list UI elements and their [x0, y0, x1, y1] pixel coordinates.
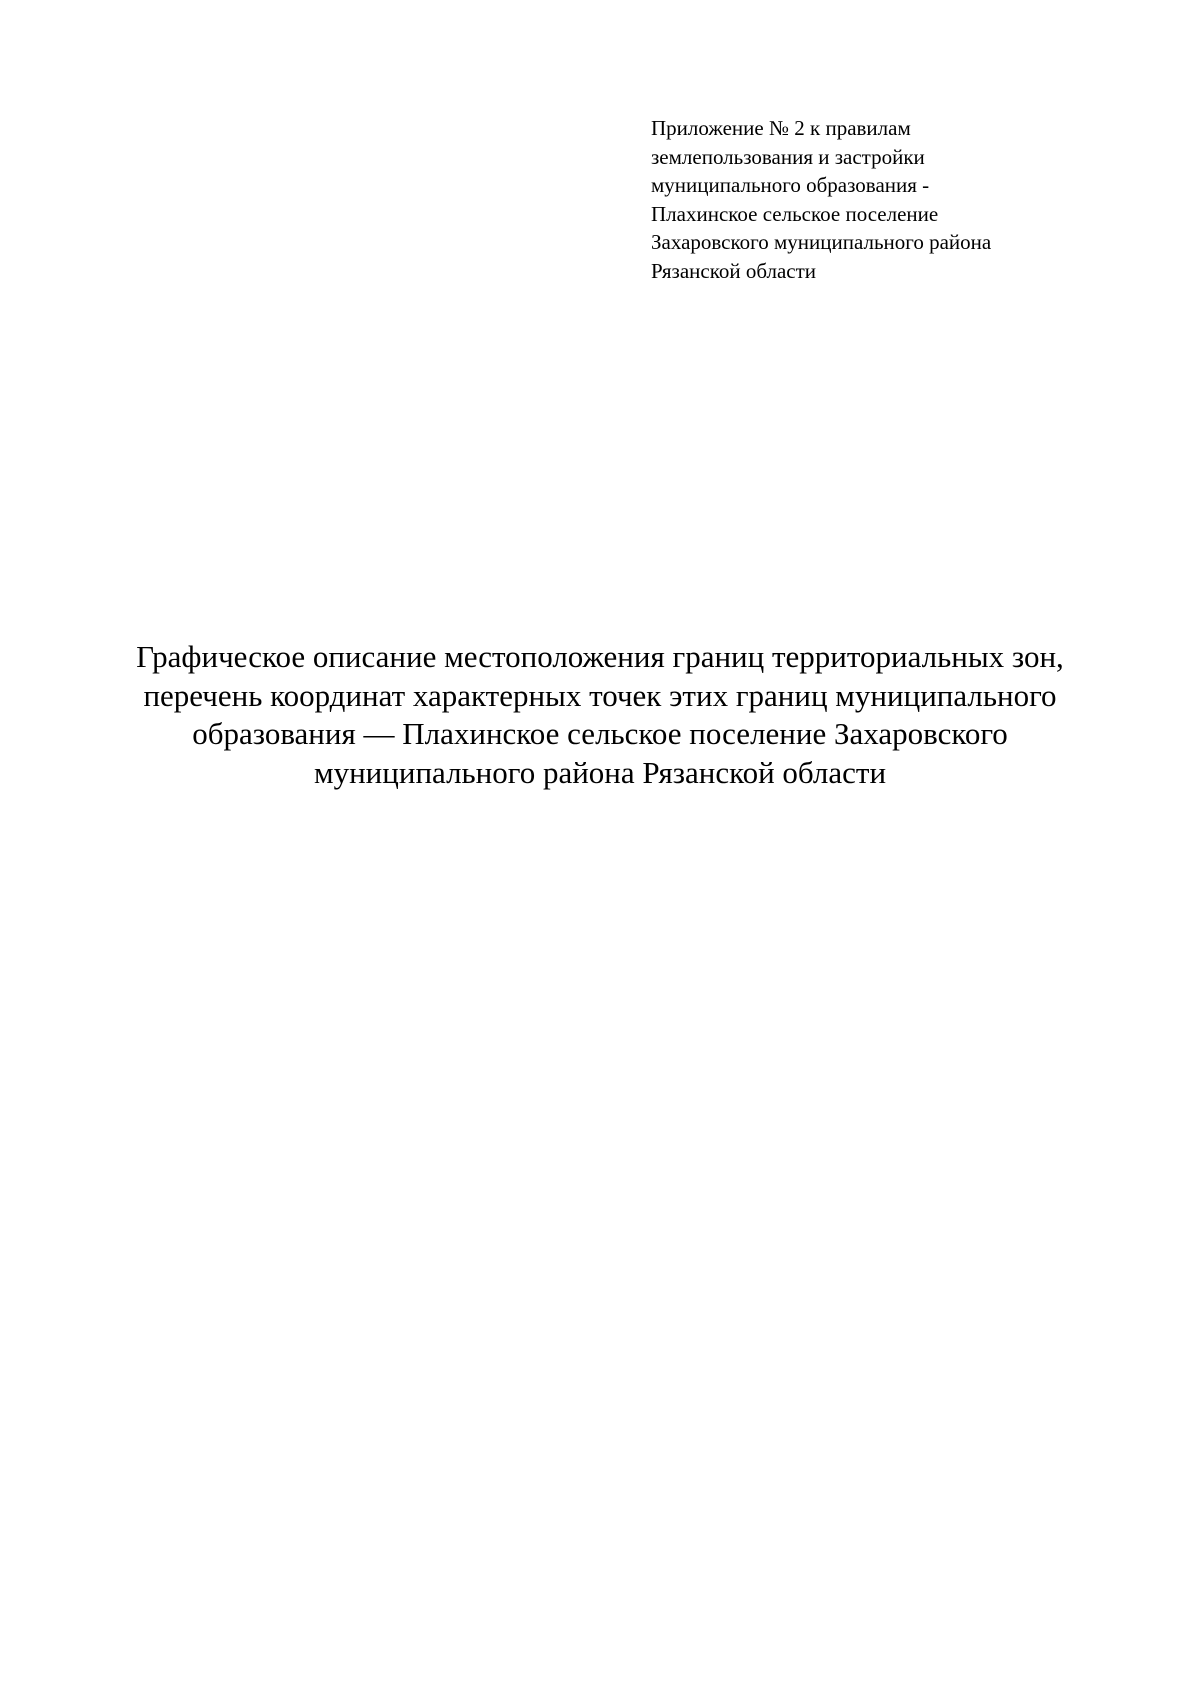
appendix-note-line: муниципального образования - [651, 173, 930, 197]
appendix-note-line: Приложение № 2 к правилам [651, 116, 911, 140]
document-title-line: образования — Плахинское сельское поселение Захаровского [192, 716, 1008, 751]
appendix-note-line: Плахинское сельское поселение [651, 201, 939, 226]
appendix-note-line: землепользования и застройки [651, 144, 925, 169]
document-title-line: муниципального района Рязанской области [313, 754, 887, 790]
appendix-note-line: Рязанской области [651, 258, 817, 283]
appendix-note [651, 114, 1121, 285]
document-title [100, 638, 1100, 792]
document-title-line: перечень координат характерных точек этих границ муниципального [143, 677, 1057, 713]
appendix-note-line: Захаровского муниципального района [651, 230, 992, 254]
document-title-line: Графическое описание местоположения границ территориальных зон, [136, 639, 1064, 674]
